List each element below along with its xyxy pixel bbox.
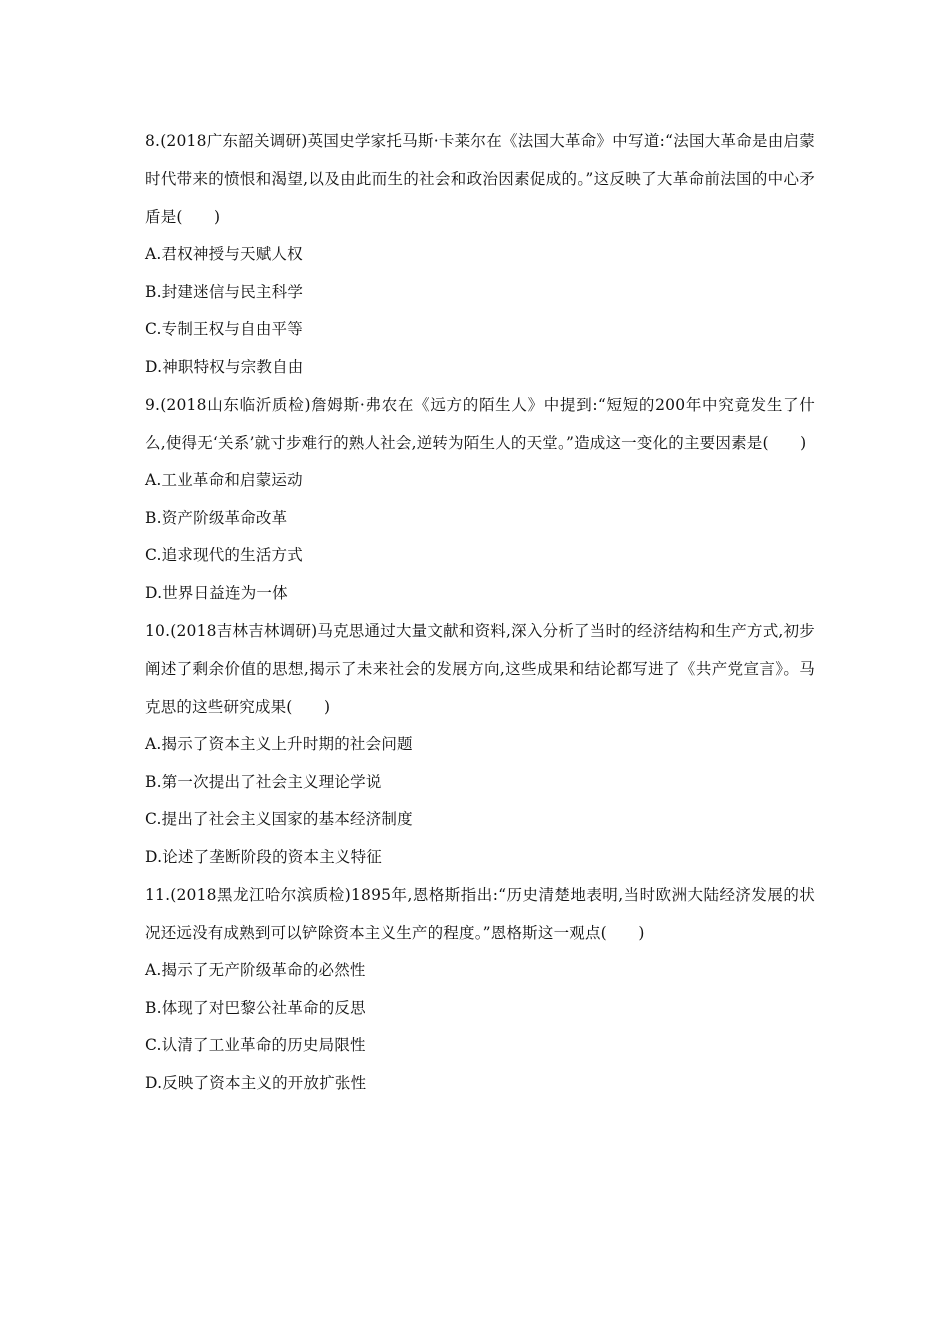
option-a: A.揭示了资本主义上升时期的社会问题: [145, 735, 413, 753]
option-a: A.君权神授与天赋人权: [145, 245, 303, 263]
option-d: D.世界日益连为一体: [145, 583, 288, 602]
option-c: C.追求现代的生活方式: [145, 546, 303, 564]
option-d: D.反映了资本主义的开放扩张性: [145, 1073, 367, 1092]
option-a: A.工业革命和启蒙运动: [145, 471, 303, 489]
question-list: [145, 122, 815, 1102]
option-b: B.资产阶级革命改革: [145, 508, 288, 527]
question-9: [145, 386, 815, 612]
option-d: D.神职特权与宗教自由: [145, 357, 304, 376]
question-stem: 9.(2018山东临沂质检)詹姆斯·弗农在《远方的陌生人》中提到:“短短的200年中究竟发生了什么,使得无‘关系’就寸步难行的熟人社会,逆转为陌生人的天堂。”造成这一变化的主要因素是( ): [145, 396, 815, 452]
question-stem: 10.(2018吉林吉林调研)马克思通过大量文献和资料,深入分析了当时的经济结构和生产方式,初步阐述了剩余价值的思想,揭示了未来社会的发展方向,这些成果和结论都写进了《共产党宣言》。马克思的这些研究成果( ): [145, 622, 815, 716]
question-stem: 11.(2018黑龙江哈尔滨质检)1895年,恩格斯指出:“历史清楚地表明,当时欧洲大陆经济发展的状况还远没有成熟到可以铲除资本主义生产的程度。”恩格斯这一观点( ): [145, 886, 815, 942]
question-stem: 8.(2018广东韶关调研)英国史学家托马斯·卡莱尔在《法国大革命》中写道:“法国大革命是由启蒙时代带来的愤恨和渴望,以及由此而生的社会和政治因素促成的。”这反映了大革命前法国的中心矛盾是( ): [145, 132, 815, 226]
option-c: C.提出了社会主义国家的基本经济制度: [145, 810, 413, 828]
option-d: D.论述了垄断阶段的资本主义特征: [145, 847, 383, 866]
option-a: A.揭示了无产阶级革命的必然性: [145, 961, 366, 979]
option-b: B.第一次提出了社会主义理论学说: [145, 772, 382, 791]
question-11: [145, 876, 815, 1102]
option-c: C.认清了工业革命的历史局限性: [145, 1036, 366, 1054]
option-b: B.体现了对巴黎公社革命的反思: [145, 998, 366, 1017]
question-10: [145, 612, 815, 876]
question-8: [145, 122, 815, 386]
option-b: B.封建迷信与民主科学: [145, 282, 304, 301]
option-c: C.专制王权与自由平等: [145, 320, 303, 338]
